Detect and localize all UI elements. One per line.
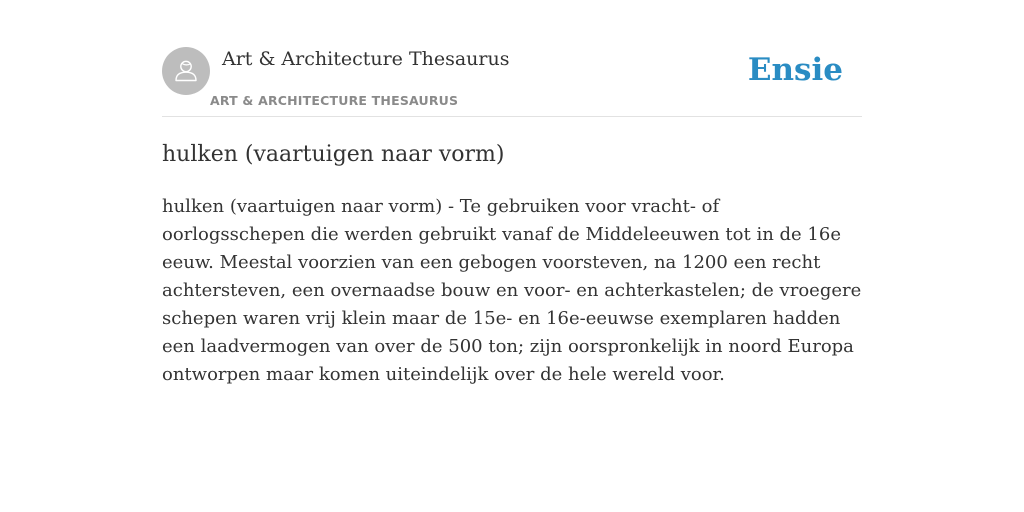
source-title[interactable]: Art & Architecture Thesaurus bbox=[222, 48, 510, 70]
user-outline-icon bbox=[162, 47, 210, 95]
entry-term: hulken (vaartuigen naar vorm) bbox=[162, 142, 505, 167]
source-header bbox=[162, 46, 862, 117]
entry-definition: hulken (vaartuigen naar vorm) - Te gebruiken voor vracht- of oorlogsschepen die werden gebruikt vanaf de Middeleeuwen tot in de 16e eeuw. Meestal voorzien van een gebogen voorsteven, na 1200 een recht achtersteven, een overnaadse bouw en voor- en achterkastelen; de vroegere schepen waren vrij klein maar de 15e- en 16e-eeuwse exemplaren hadden een laadvermogen van over de 500 ton; zijn oorspronkelijk in noord Europa ontworpen maar komen uiteindelijk over de hele wereld voor. bbox=[162, 196, 862, 385]
brand-logo[interactable]: Ensie bbox=[747, 52, 843, 88]
source-subtitle[interactable]: ART & ARCHITECTURE THESAURUS bbox=[210, 93, 459, 108]
source-avatar[interactable] bbox=[162, 47, 210, 95]
